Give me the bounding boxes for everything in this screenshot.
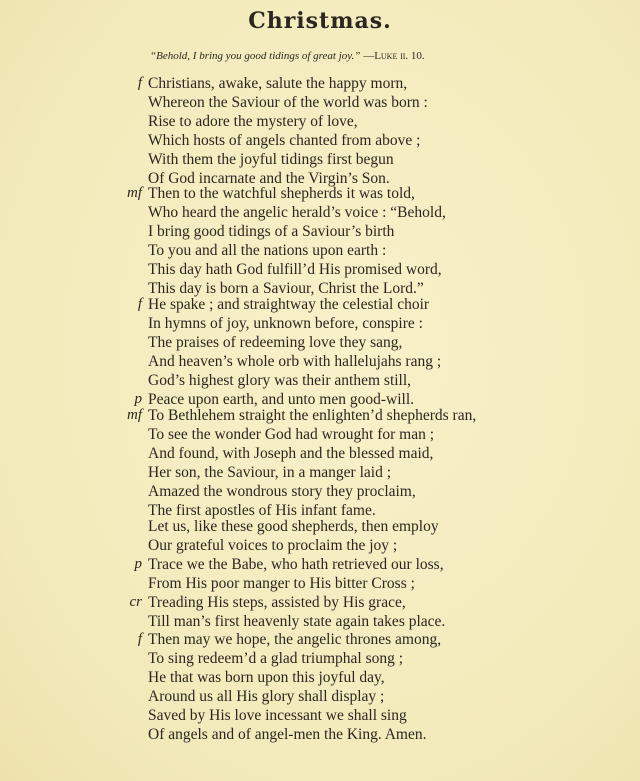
stanza-1 (0, 74, 640, 188)
verse-line (0, 406, 640, 425)
verse-text: This day hath God fulfill’d His promised word, (148, 261, 442, 278)
verse-text: Trace we the Babe, who hath retrieved our loss, (148, 556, 444, 573)
verse-text: Around us all His glory shall display ; (148, 688, 385, 705)
verse-line (0, 649, 640, 668)
verse-text: In hymns of joy, unknown before, conspire : (148, 315, 423, 332)
verse-text: Which hosts of angels chanted from above ; (148, 132, 421, 149)
verse-line (0, 574, 640, 593)
verse-text: And found, with Joseph and the blessed maid, (148, 445, 434, 462)
verse-text: Our grateful voices to proclaim the joy ; (148, 537, 398, 554)
verse-text: Saved by His love incessant we shall sing (148, 707, 407, 724)
verse-line (0, 203, 640, 222)
dynamic-mark: f (137, 631, 142, 647)
verse-line (0, 295, 640, 314)
verse-line (0, 517, 640, 536)
verse-line (0, 425, 640, 444)
verse-text: He spake ; and straightway the celestial choir (148, 296, 430, 313)
verse-text: The first apostles of His infant fame. (148, 502, 376, 519)
stanza-2 (0, 184, 640, 298)
verse-line (0, 371, 640, 390)
verse-text: Of angels and of angel-men the King. Amen. (148, 726, 427, 743)
verse-line (0, 241, 640, 260)
verse-text: I bring good tidings of a Saviour’s birth (148, 223, 395, 240)
verse-text: Let us, like these good shepherds, then employ (148, 518, 439, 535)
stanza-3 (0, 295, 640, 409)
dynamic-mark: f (137, 296, 142, 312)
verse-line (0, 444, 640, 463)
verse-line (0, 463, 640, 482)
verse-text: The praises of redeeming love they sang, (148, 334, 403, 351)
stanza-4 (0, 406, 640, 520)
verse-text: To sing redeem’d a glad triumphal song ; (148, 650, 404, 667)
verse-line (0, 725, 640, 744)
dynamic-mark: p (134, 391, 142, 407)
verse-text: Till man’s first heavenly state again takes place. (148, 613, 446, 630)
verse-text: From His poor manger to His bitter Cross ; (148, 575, 415, 592)
verse-line (0, 536, 640, 555)
verse-text: This day is born a Saviour, Christ the Lord.” (148, 280, 424, 297)
verse-text: Treading His steps, assisted by His grace, (148, 594, 406, 611)
verse-line (0, 352, 640, 371)
verse-line (0, 668, 640, 687)
verse-text: Of God incarnate and the Virgin’s Son. (148, 170, 390, 187)
dynamic-mark: cr (129, 594, 142, 610)
verse-line (0, 131, 640, 150)
verse-line (0, 150, 640, 169)
stanza-6 (0, 630, 640, 744)
dynamic-mark: mf (127, 407, 142, 423)
verse-line (0, 112, 640, 131)
verse-text: To Bethlehem straight the enlighten’d shepherds ran, (148, 407, 477, 424)
verse-line (0, 593, 640, 612)
verse-text: And heaven’s whole orb with hallelujahs rang ; (148, 353, 442, 370)
verse-text: Whereon the Saviour of the world was born : (148, 94, 428, 111)
verse-text: He that was born upon this joyful day, (148, 669, 385, 686)
dynamic-mark: mf (127, 185, 142, 201)
verse-line (0, 687, 640, 706)
epigraph-quote: “Behold, I bring you good tidings of great joy.” (150, 50, 361, 62)
page-title: Christmas. (248, 8, 392, 34)
epigraph-reference: —Luke ii. 10. (363, 50, 425, 62)
verse-line (0, 482, 640, 501)
dynamic-mark: f (137, 75, 142, 91)
verse-line (0, 612, 640, 631)
verse-line (0, 630, 640, 649)
dynamic-mark: p (134, 556, 142, 572)
verse-text: Who heard the angelic herald’s voice : “Behold, (148, 204, 446, 221)
verse-text: Rise to adore the mystery of love, (148, 113, 358, 130)
verse-text: To see the wonder God had wrought for man ; (148, 426, 435, 443)
verse-line (0, 184, 640, 203)
verse-line (0, 93, 640, 112)
verse-line (0, 260, 640, 279)
verse-line (0, 706, 640, 725)
epigraph (150, 50, 620, 62)
verse-text: Then to the watchful shepherds it was told, (148, 185, 415, 202)
verse-text: God’s highest glory was their anthem still, (148, 372, 412, 389)
verse-text: Then may we hope, the angelic thrones among, (148, 631, 442, 648)
stanza-5 (0, 517, 640, 631)
verse-line (0, 333, 640, 352)
verse-line (0, 314, 640, 333)
verse-line (0, 74, 640, 93)
verse-line (0, 555, 640, 574)
verse-text: Peace upon earth, and unto men good-will. (148, 391, 415, 408)
verse-text: With them the joyful tidings first begun (148, 151, 394, 168)
verse-text: Her son, the Saviour, in a manger laid ; (148, 464, 392, 481)
verse-text: Amazed the wondrous story they proclaim, (148, 483, 416, 500)
verse-line (0, 222, 640, 241)
verse-text: To you and all the nations upon earth : (148, 242, 387, 259)
verse-text: Christians, awake, salute the happy morn, (148, 75, 408, 92)
